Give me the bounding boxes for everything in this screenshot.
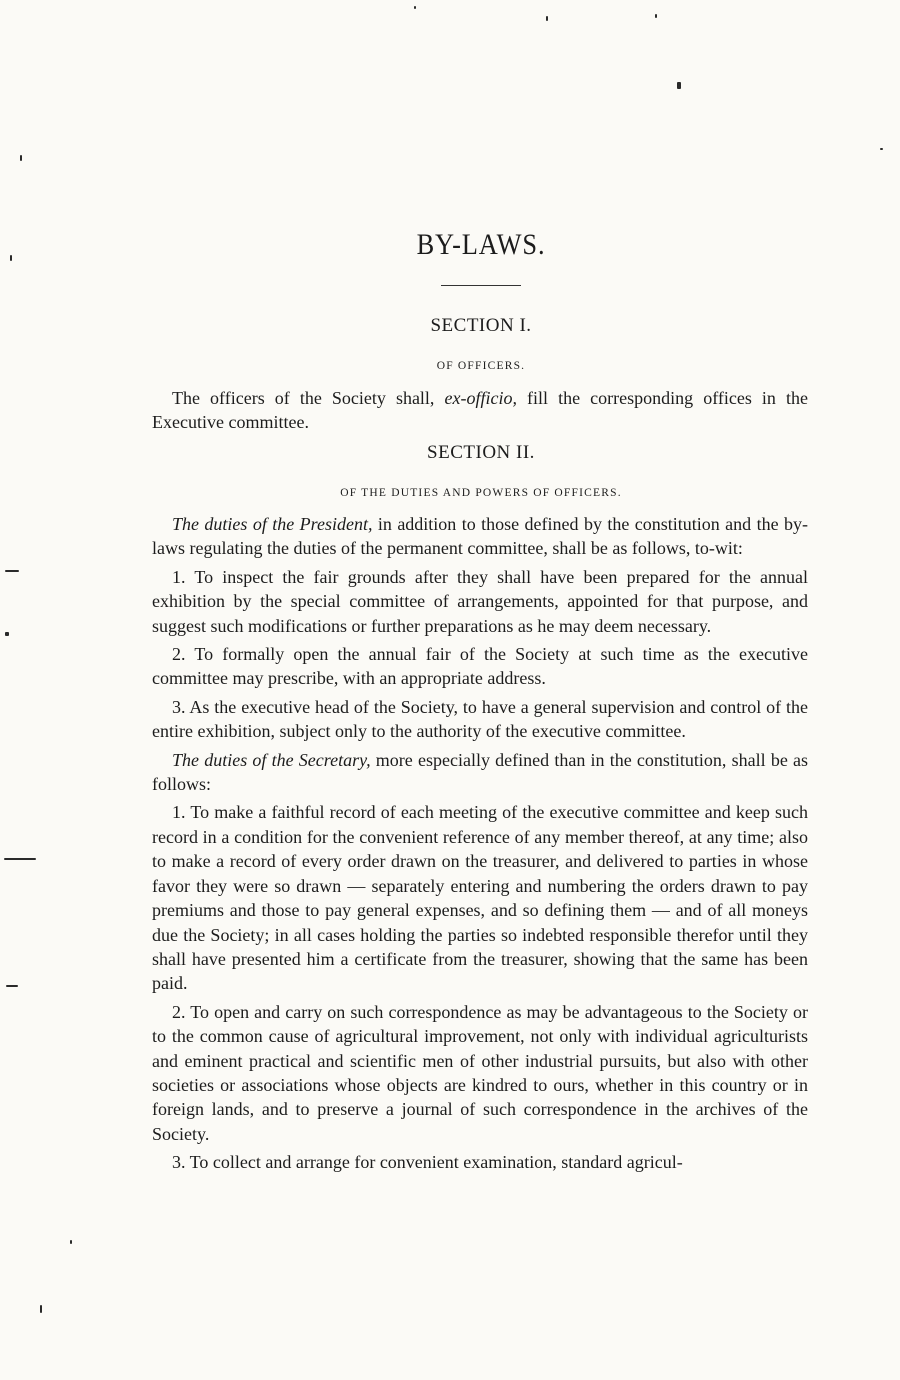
scan-speck	[6, 985, 18, 987]
secretary-intro-italic: The duties of the Secretary,	[172, 749, 371, 770]
scan-speck	[5, 570, 19, 572]
scan-speck	[880, 148, 883, 150]
scan-speck	[546, 16, 548, 21]
officers-text-italic: ex-officio,	[444, 388, 517, 408]
secretary-intro	[152, 748, 808, 797]
scan-speck	[10, 255, 12, 261]
secretary-item-3: 3. To collect and arrange for convenient examination, standard agricul-	[172, 1152, 683, 1173]
scan-speck	[70, 1240, 72, 1244]
president-item-2: 2. To formally open the annual fair of the Society at such time as the executive committee may prescribe, with an appropriate address.	[152, 644, 808, 689]
scan-speck	[20, 155, 22, 161]
officers-text-1: The officers of the Society shall,	[172, 388, 445, 408]
section-2-subheading: OF THE DUTIES AND POWERS OF OFFICERS.	[340, 487, 622, 499]
scan-speck	[4, 858, 36, 860]
president-intro	[152, 512, 808, 561]
scan-speck	[414, 6, 416, 9]
duties-body	[152, 512, 808, 1175]
scan-speck	[5, 632, 9, 636]
secretary-item-2: 2. To open and carry on such correspondence as may be advantageous to the Society or to the common cause of agricultural improvement, not only with individual agriculturists and eminent practical and scientific men of other industrial pursuits, but also with other societies or associations whose objects are kindred to ours, whether in this country or in foreign lands, and to preserve a journal of such correspondence in the archives of the Society.	[152, 1001, 808, 1144]
secretary-item-1: 1. To make a faithful record of each meeting of the executive committee and keep such record in a condition for the convenient reference of any member thereof, at any time; also to make a record of every order drawn on the treasurer, and delivered to parties in whose favor they were so drawn — separately entering and numbering the orders drawn to pay premiums and those to pay general expenses, and so defining them — and of all moneys due the Society; in all cases holding the parties so indebted responsible therefor until they shall have presented him a certificate from the treasurer, showing that the same has been paid.	[152, 802, 808, 994]
scan-speck	[677, 82, 681, 89]
secretary-intro-text: more especially defined than in the constitution, shall be as follows:	[152, 749, 809, 795]
section-1-subheading: OF OFFICERS.	[436, 360, 526, 372]
page-title: BY-LAWS.	[416, 228, 546, 261]
section-1-heading: SECTION I.	[430, 315, 532, 336]
section-2-heading: SECTION II.	[427, 442, 535, 463]
officers-paragraph	[152, 386, 808, 435]
officers-text-2: fill the corresponding offices in the Executive committee.	[152, 388, 808, 433]
scan-speck	[40, 1305, 42, 1313]
document-body	[152, 386, 808, 435]
president-intro-italic: The duties of the President,	[172, 514, 373, 534]
title-divider	[441, 285, 521, 286]
president-item-3: 3. As the executive head of the Society, to have a general supervision and control of the entire exhibition, subject only to the authority of the executive committee.	[152, 696, 808, 742]
scan-speck	[655, 14, 657, 18]
president-item-1: 1. To inspect the fair grounds after they shall have been prepared for the annual exhibition by the special committee of arrangements, appointed for that purpose, and suggest such modifications or further preparations as he may deem necessary.	[152, 566, 808, 636]
president-intro-text: in addition to those defined by the constitution and the by-laws regulating the duties of the permanent committee, shall be as follows, to-wit:	[152, 514, 808, 559]
